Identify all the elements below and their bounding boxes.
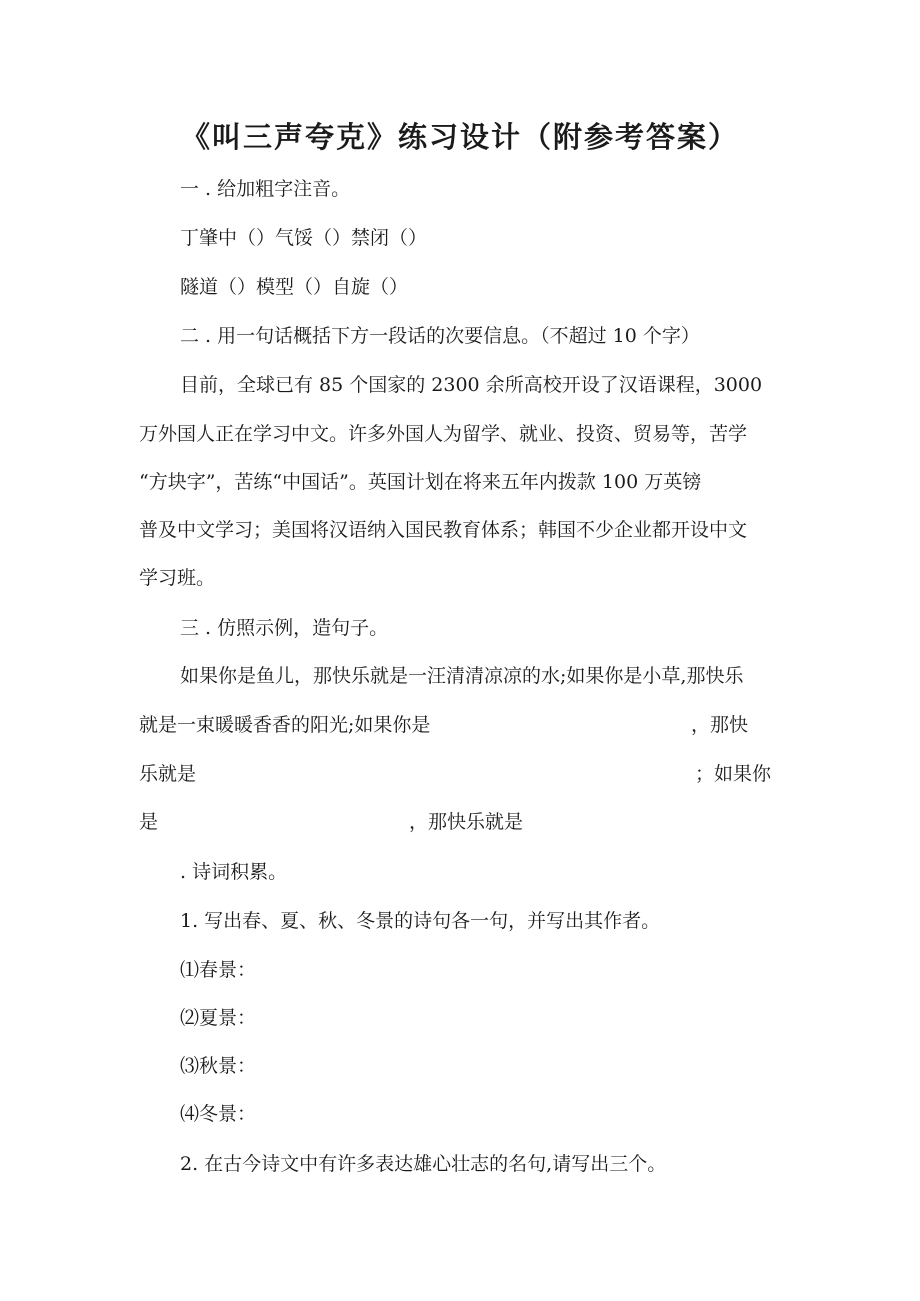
q3-heading: 三 . 仿照示例，造句子。 xyxy=(180,617,389,639)
q2-heading: 二 . 用一句话概括下方一段话的次要信息。（不超过 10 个字） xyxy=(180,325,700,347)
q1-line-2: 隧道（）模型（）自旋（） xyxy=(180,276,409,298)
q3-example-line: 如果你是鱼儿，那快乐就是一汪清清凉凉的水;如果你是小草,那快乐 xyxy=(180,665,744,687)
q4-item-spring: ⑴春景： xyxy=(180,959,257,981)
q3-line-4-text: 是 xyxy=(139,811,159,833)
q2-passage-line: “方块字”，苦练“中国话”。英国计划在将来五年内拨款 100 万英镑 xyxy=(139,471,702,493)
q1-heading: 一 . 给加粗字注音。 xyxy=(180,178,351,200)
q2-passage-line: 普及中文学习；美国将汉语纳入国民教育体系；韩国不少企业都开设中文 xyxy=(139,519,748,541)
q4-item-autumn: ⑶秋景： xyxy=(180,1055,257,1077)
q2-passage-line: 万外国人正在学习中文。许多外国人为留学、就业、投资、贸易等，苦学 xyxy=(139,423,748,445)
q4-item-winter: ⑷冬景： xyxy=(180,1103,257,1125)
q3-line-3-end: ；如果你 xyxy=(695,763,772,785)
q1-line-1: 丁肇中（）气馁（）禁闭（） xyxy=(180,227,428,249)
q3-line-2-text: 就是一束暖暖香香的阳光;如果你是 xyxy=(139,714,431,736)
q4-sub-question-1: 1. 写出春、夏、秋、冬景的诗句各一句，并写出其作者。 xyxy=(180,910,661,932)
q2-passage-line: 目前，全球已有 85 个国家的 2300 余所高校开设了汉语课程，3000 xyxy=(180,374,763,396)
q4-sub-question-2: 2. 在古今诗文中有许多表达雄心壮志的名句,请写出三个。 xyxy=(180,1153,667,1175)
q4-heading: . 诗词积累。 xyxy=(180,861,288,883)
q3-line-4 xyxy=(139,809,524,835)
q3-line-2 xyxy=(139,712,749,738)
q3-line-4-end: ，那快乐就是 xyxy=(409,811,524,833)
q3-line-3-text: 乐就是 xyxy=(139,763,197,785)
q2-passage-line: 学习班。 xyxy=(139,567,216,589)
q4-item-summer: ⑵夏景： xyxy=(180,1007,257,1029)
q3-line-2-end: ，那快 xyxy=(691,714,749,736)
q3-line-3 xyxy=(139,761,772,787)
page-title: 《叫三声夸克》练习设计（附参考答案） xyxy=(180,120,739,154)
